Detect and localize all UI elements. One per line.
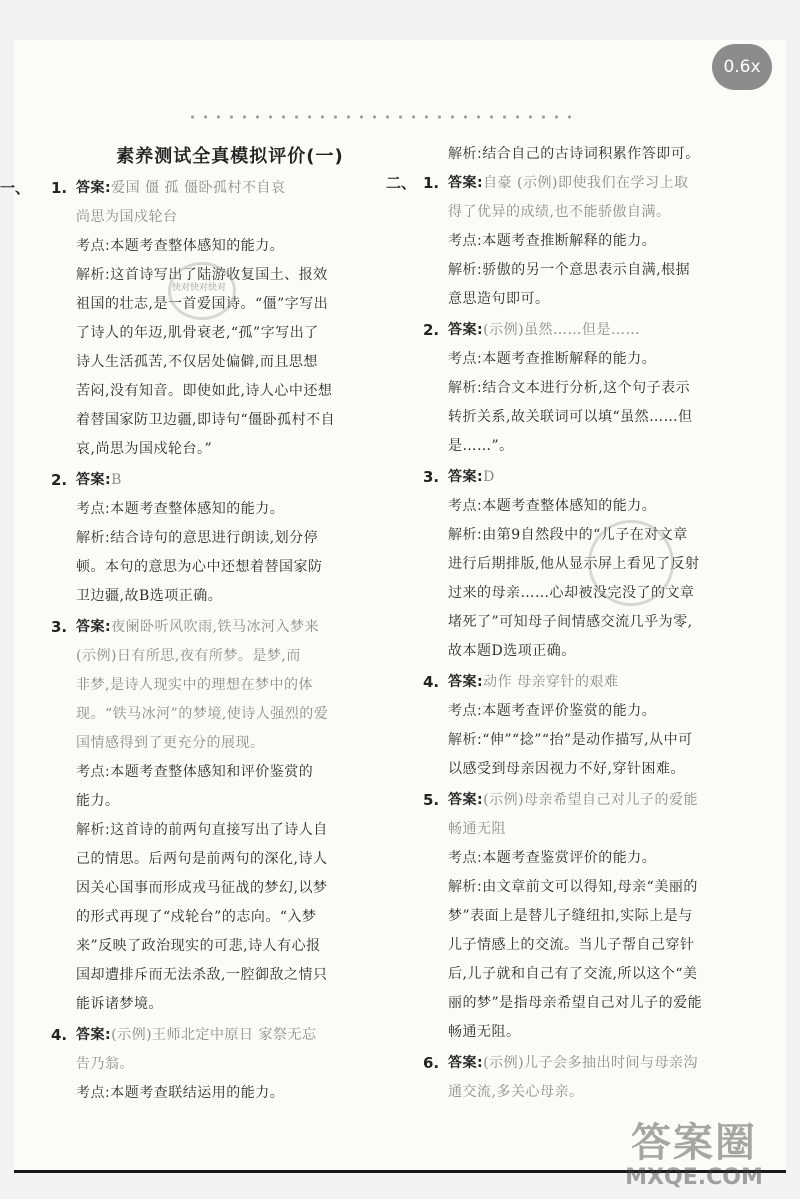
row-tag: 考点: <box>76 1085 111 1101</box>
answer-line <box>30 1021 380 1050</box>
row-text: 因关心国事而形成戎马征战的梦幻,以梦 <box>76 880 328 896</box>
row-text: 这首诗写出了陆游收复国土、报效 <box>110 267 328 283</box>
row-text: 由文章前文可以得知,母亲“美丽的 <box>482 879 698 895</box>
row-tag: 答案: <box>448 674 484 690</box>
explanation-line <box>402 608 752 637</box>
row-tag: 考点: <box>448 703 483 719</box>
explanation-line <box>30 348 380 377</box>
row-text: 非梦,是诗人现实中的理想在梦中的体 <box>76 677 313 693</box>
explanation-line <box>30 1079 380 1108</box>
answer-line <box>30 729 380 758</box>
row-text: 能诉诸梦境。 <box>76 996 163 1012</box>
page-title: 素养测试全真模拟评价(一) <box>116 146 344 167</box>
row-text: 着替国家防卫边疆,即诗句“僵卧孤村不自 <box>76 412 336 428</box>
explanation-line <box>402 285 752 314</box>
row-text: 得了优异的成绩,也不能骄傲自满。 <box>448 204 671 220</box>
explanation-line <box>402 755 752 784</box>
explanation-line <box>30 406 380 435</box>
row-text: 本题考查整体感知的能力。 <box>110 238 285 254</box>
row-tag: 考点: <box>448 850 483 866</box>
row-text: 了诗人的年迈,肌骨衰老,“孤”字写出了 <box>76 325 319 341</box>
lead-rows <box>402 140 752 169</box>
question-number: 1. <box>423 174 440 192</box>
row-text: 梦”表面上是替儿子缝纽扣,实际上是与 <box>448 908 693 924</box>
answer-line <box>30 642 380 671</box>
explanation-line <box>30 816 380 845</box>
row-text: 以感受到母亲因视力不好,穿针困难。 <box>448 761 685 777</box>
row-tag <box>402 821 448 837</box>
row-text: 进行后期排版,他从显示屏上看见了反射 <box>448 556 700 572</box>
explanation-line <box>30 582 380 611</box>
row-tag <box>402 556 448 572</box>
stamp-text: 快对快对快对 <box>172 283 227 293</box>
row-text: (示例)王师北定中原日 家祭无忘 <box>111 1027 317 1043</box>
explanation-line <box>402 227 752 256</box>
row-tag: 考点: <box>448 351 483 367</box>
explanation-line <box>402 989 752 1018</box>
answer-line <box>402 169 752 198</box>
row-tag <box>402 409 448 425</box>
row-tag <box>30 909 76 925</box>
explanation-line <box>30 874 380 903</box>
row-text: 这首诗的前两句直接写出了诗人自 <box>110 822 328 838</box>
explanation-line <box>30 845 380 874</box>
row-text: 夜阑卧听风吹雨,铁马冰河入梦来 <box>111 619 320 635</box>
row-tag <box>402 1024 448 1040</box>
question-item <box>30 613 380 1019</box>
row-text: 苦闷,没有知音。即使如此,诗人心中还想 <box>76 383 333 399</box>
question-item <box>402 668 752 784</box>
section-number: 一、 <box>0 179 31 197</box>
row-tag: 答案: <box>448 792 484 808</box>
watermark-logo: 答案圈 <box>631 1120 757 1166</box>
watermark-url: MXQE.COM <box>625 1165 763 1190</box>
row-text: 本题考查整体感知和评价鉴赏的 <box>110 764 314 780</box>
row-text: 国情感得到了更充分的展现。 <box>76 735 265 751</box>
zoom-level-badge[interactable]: 0.6x <box>712 44 772 90</box>
row-tag <box>30 412 76 428</box>
row-tag <box>402 908 448 924</box>
explanation-line <box>402 873 752 902</box>
explanation-line <box>402 579 752 608</box>
row-tag <box>30 383 76 399</box>
row-tag <box>30 441 76 457</box>
row-text: 后,儿子就和自己有了交流,所以这个“美 <box>448 966 698 982</box>
explanation-line <box>30 903 380 932</box>
explanation-line <box>402 550 752 579</box>
row-tag <box>402 761 448 777</box>
explanation-line <box>402 492 752 521</box>
answer-line <box>30 174 380 203</box>
row-tag <box>30 209 76 225</box>
question-number: 4. <box>423 673 440 691</box>
row-tag <box>30 996 76 1012</box>
row-tag: 答案: <box>76 180 112 196</box>
question-number: 2. <box>51 471 68 489</box>
question-item <box>30 1021 380 1108</box>
row-tag: 解析: <box>448 146 483 162</box>
row-text: (示例)日有所思,夜有所梦。是梦,而 <box>76 648 301 664</box>
explanation-line <box>402 140 752 169</box>
row-tag <box>30 559 76 575</box>
row-tag: 解析: <box>448 879 483 895</box>
row-text: 本题考查推断解释的能力。 <box>482 351 657 367</box>
row-text: 尚思为国戍轮台 <box>76 209 178 225</box>
question-item <box>402 316 752 461</box>
row-tag <box>402 995 448 1011</box>
row-text: 祖国的壮志,是一首爱国诗。“僵”字写出 <box>76 296 329 312</box>
answer-line <box>402 668 752 697</box>
answer-line <box>30 466 380 495</box>
row-text: 顿。本句的意思为心中还想着替国家防 <box>76 559 323 575</box>
explanation-line <box>402 960 752 989</box>
row-text: 己的情思。后两句是前两句的深化,诗人 <box>76 851 328 867</box>
row-tag <box>30 677 76 693</box>
row-tag: 考点: <box>448 498 483 514</box>
answer-line <box>402 1049 752 1078</box>
row-tag: 答案: <box>448 175 484 191</box>
row-tag <box>30 648 76 664</box>
explanation-line <box>402 521 752 550</box>
row-tag <box>30 880 76 896</box>
row-tag: 考点: <box>448 233 483 249</box>
explanation-line <box>30 524 380 553</box>
row-tag: 答案: <box>448 322 484 338</box>
row-text: 能力。 <box>76 793 120 809</box>
row-text: 畅通无阻。 <box>448 1024 521 1040</box>
row-text: 结合文本进行分析,这个句子表示 <box>482 380 691 396</box>
row-text: 来”反映了政治现实的可悲,诗人有心报 <box>76 938 321 954</box>
explanation-line <box>30 553 380 582</box>
row-tag: 答案: <box>448 1055 484 1071</box>
row-tag: 解析: <box>448 380 483 396</box>
answer-line <box>30 1050 380 1079</box>
row-text: 卫边疆,故B选项正确。 <box>76 588 223 604</box>
question-item <box>402 169 752 314</box>
row-tag <box>30 1056 76 1072</box>
row-tag <box>402 614 448 630</box>
row-text: 通交流,多关心母亲。 <box>448 1084 584 1100</box>
row-text: 本题考查鉴赏评价的能力。 <box>482 850 657 866</box>
explanation-line <box>402 697 752 726</box>
explanation-line <box>402 374 752 403</box>
row-text: 过来的母亲……心却被没完没了的文章 <box>448 585 695 601</box>
explanation-line <box>30 787 380 816</box>
row-tag <box>402 291 448 307</box>
question-number: 6. <box>423 1054 440 1072</box>
question-item <box>30 466 380 611</box>
row-text: 结合诗句的意思进行朗读,划分停 <box>110 530 319 546</box>
row-text: 国却遭排斥而无法杀敌,一腔御敌之情只 <box>76 967 328 983</box>
explanation-line <box>402 726 752 755</box>
row-tag: 答案: <box>448 469 484 485</box>
explanation-line <box>402 345 752 374</box>
answer-line <box>30 203 380 232</box>
row-text: D <box>483 469 495 485</box>
row-tag: 解析: <box>448 732 483 748</box>
row-tag: 答案: <box>76 619 112 635</box>
row-tag <box>30 851 76 867</box>
answer-line <box>30 700 380 729</box>
row-tag <box>30 354 76 370</box>
row-tag: 答案: <box>76 472 112 488</box>
row-text: 畅通无阻 <box>448 821 506 837</box>
row-text: 本题考查评价鉴赏的能力。 <box>482 703 657 719</box>
row-tag <box>30 325 76 341</box>
row-text: “伸”“捻”“抬”是动作描写,从中可 <box>482 732 693 748</box>
question-number: 4. <box>51 1026 68 1044</box>
row-tag <box>402 585 448 601</box>
question-number: 5. <box>423 791 440 809</box>
row-text: 现。“铁马冰河”的梦境,使诗人强烈的爱 <box>76 706 329 722</box>
answer-line <box>30 671 380 700</box>
explanation-line <box>30 961 380 990</box>
question-item <box>402 1049 752 1107</box>
question-item <box>402 463 752 666</box>
site-watermark <box>594 1121 794 1195</box>
row-tag <box>402 438 448 454</box>
row-text: 哀,尚思为国戍轮台。” <box>76 441 213 457</box>
row-tag: 解析: <box>76 822 111 838</box>
answer-line <box>402 815 752 844</box>
explanation-line <box>30 377 380 406</box>
row-text: 诗人生活孤苦,不仅居处偏僻,而且思想 <box>76 354 318 370</box>
explanation-line <box>402 1018 752 1047</box>
question-number: 1. <box>51 179 68 197</box>
explanation-line <box>30 319 380 348</box>
row-text: 骄傲的另一个意思表示自满,根据 <box>482 262 691 278</box>
stamp-mark <box>588 520 674 606</box>
row-text: 本题考查整体感知的能力。 <box>482 498 657 514</box>
row-tag <box>402 937 448 953</box>
row-text: 儿子情感上的交流。当儿子帮自己穿针 <box>448 937 695 953</box>
row-tag: 解析: <box>76 267 111 283</box>
row-text: 由第9自然段中的“儿子在对文章 <box>482 527 688 543</box>
row-text: 的形式再现了“戍轮台”的志向。“入梦 <box>76 909 317 925</box>
row-tag <box>30 706 76 722</box>
row-text: 本题考查推断解释的能力。 <box>482 233 657 249</box>
answer-line <box>30 613 380 642</box>
explanation-line <box>402 403 752 432</box>
explanation-line <box>30 495 380 524</box>
explanation-line <box>402 256 752 285</box>
explanation-line <box>402 637 752 666</box>
row-text: 结合自己的古诗词积累作答即可。 <box>482 146 700 162</box>
explanation-line <box>30 232 380 261</box>
row-tag: 解析: <box>448 262 483 278</box>
explanation-line <box>30 758 380 787</box>
row-text: B <box>111 472 122 488</box>
explanation-line <box>30 932 380 961</box>
row-text: (示例)虽然……但是…… <box>483 322 641 338</box>
row-tag <box>30 296 76 312</box>
explanation-line <box>402 931 752 960</box>
row-tag <box>30 793 76 809</box>
row-text: 告乃翁。 <box>76 1056 134 1072</box>
row-text: 故本题D选项正确。 <box>448 643 576 659</box>
explanation-line <box>402 902 752 931</box>
section-number: 二、 <box>386 174 417 192</box>
right-column <box>386 140 752 1109</box>
row-text: 是……”。 <box>448 438 514 454</box>
row-tag: 考点: <box>76 238 111 254</box>
row-text: (示例)儿子会多抽出时间与母亲沟 <box>483 1055 699 1071</box>
row-tag <box>402 966 448 982</box>
question-number: 3. <box>423 468 440 486</box>
answer-line <box>402 463 752 492</box>
row-tag <box>30 735 76 751</box>
row-text: (示例)母亲希望自己对儿子的爱能 <box>483 792 699 808</box>
row-text: 动作 母亲穿针的艰难 <box>483 674 619 690</box>
answer-line <box>402 316 752 345</box>
explanation-line <box>30 435 380 464</box>
row-tag <box>30 588 76 604</box>
row-tag: 解析: <box>448 527 483 543</box>
question-number: 3. <box>51 618 68 636</box>
row-tag <box>30 938 76 954</box>
row-text: 意思造句即可。 <box>448 291 550 307</box>
section-two <box>386 169 752 1107</box>
row-tag: 答案: <box>76 1027 112 1043</box>
row-tag: 考点: <box>76 764 111 780</box>
row-text: 堵死了”可知母子间情感交流几乎为零, <box>448 614 693 630</box>
row-text: 丽的梦”是指母亲希望自己对儿子的爱能 <box>448 995 703 1011</box>
row-tag <box>30 967 76 983</box>
row-text: 自豪 (示例)即使我们在学习上取 <box>483 175 689 191</box>
row-text: 转折关系,故关联词可以填“虽然……但 <box>448 409 693 425</box>
explanation-line <box>402 844 752 873</box>
row-tag: 解析: <box>76 530 111 546</box>
explanation-line <box>30 990 380 1019</box>
row-tag <box>402 643 448 659</box>
question-number: 2. <box>423 321 440 339</box>
answer-line <box>402 198 752 227</box>
answer-line <box>402 786 752 815</box>
answer-line <box>402 1078 752 1107</box>
row-text: 爱国 僵 孤 僵卧孤村不自哀 <box>111 180 286 196</box>
row-tag <box>402 204 448 220</box>
row-tag: 考点: <box>76 501 111 517</box>
question-item <box>402 786 752 1047</box>
row-text: 本题考查联结运用的能力。 <box>110 1085 285 1101</box>
explanation-line <box>402 432 752 461</box>
dotted-divider <box>186 112 574 122</box>
row-tag <box>402 1084 448 1100</box>
row-text: 本题考查整体感知的能力。 <box>110 501 285 517</box>
